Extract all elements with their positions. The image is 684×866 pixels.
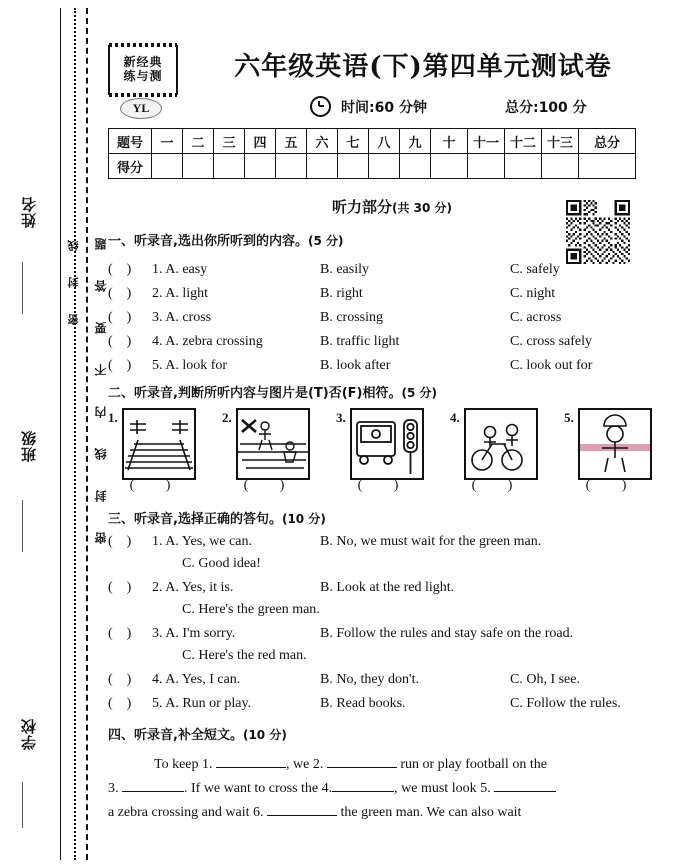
seal-line-dashed	[86, 8, 88, 860]
option-a[interactable]: A. I'm sorry.	[165, 626, 236, 641]
cloze-line-1	[108, 754, 684, 773]
score-col-13: 十三	[542, 129, 579, 154]
cloze-blank-5[interactable]	[494, 778, 556, 792]
score-col-3: 三	[214, 129, 245, 154]
score-col-6: 六	[307, 129, 338, 154]
cloze-blank-6[interactable]	[267, 802, 337, 816]
option-a[interactable]: A. Run or play.	[165, 696, 252, 711]
option-a[interactable]: A. Yes, I can.	[165, 672, 241, 687]
option-c[interactable]: C. Here's the red man.	[182, 648, 307, 663]
score-col-9: 九	[400, 129, 431, 154]
question-1-5[interactable]	[108, 358, 684, 374]
student-class-rule	[22, 500, 24, 552]
option-c[interactable]: C. Follow the rules.	[510, 696, 621, 711]
seal-dots-label: 密封线	[67, 214, 80, 325]
exercise-4-heading	[108, 724, 287, 743]
exercise-4-points: (10 分)	[242, 728, 287, 742]
exercise-1-title: 一、听录音,选出你所听到的内容。	[108, 234, 308, 249]
score-cell-8[interactable]	[369, 154, 400, 179]
question-3-4[interactable]	[108, 672, 684, 688]
option-a[interactable]: A. Yes, we can.	[165, 534, 252, 549]
exercise-3-heading	[108, 508, 326, 527]
picture-number: 4.	[450, 410, 460, 425]
cloze-text: run or play football on the	[400, 757, 547, 772]
cloze-text: the green man. We can also wait	[340, 805, 522, 820]
score-cell-3[interactable]	[214, 154, 245, 179]
score-col-11: 十一	[468, 129, 505, 154]
question-number: 3.	[152, 310, 163, 325]
section-banner-title: 听力部分	[331, 198, 392, 216]
seal-line-solid	[60, 8, 61, 860]
cloze-line-2	[108, 778, 684, 797]
exercise-2-heading	[108, 382, 437, 401]
answer-paren[interactable]: ( )	[357, 478, 413, 493]
score-table	[108, 128, 636, 179]
answer-paren[interactable]: ( )	[243, 478, 299, 493]
cloze-text: To keep 1.	[154, 757, 213, 772]
exercise-3-title: 三、听录音,选择正确的答句。	[108, 512, 282, 527]
time-limit-label: 时间:60 分钟	[341, 99, 427, 116]
option-a[interactable]: A. easy	[165, 262, 208, 277]
score-col-7: 七	[338, 129, 369, 154]
edition-badge: YL	[120, 98, 162, 119]
question-number: 1.	[152, 534, 163, 549]
question-number: 4.	[152, 334, 163, 349]
option-b[interactable]: B. No, they don't.	[320, 672, 419, 687]
question-number: 5.	[152, 696, 163, 711]
question-3-1[interactable]	[108, 534, 684, 550]
question-number: 2.	[152, 580, 163, 595]
option-a[interactable]: A. light	[165, 286, 209, 301]
answer-paren[interactable]: ( )	[129, 478, 185, 493]
answer-paren[interactable]: ( )	[108, 626, 132, 641]
cloze-text: , we must look 5.	[394, 781, 491, 796]
score-col-10: 十	[431, 129, 468, 154]
question-3-2[interactable]	[108, 580, 684, 596]
score-col-8: 八	[369, 129, 400, 154]
question-3-5[interactable]	[108, 696, 684, 712]
seal-line-dotted	[74, 8, 76, 860]
score-cell-10[interactable]	[431, 154, 468, 179]
cloze-blank-1[interactable]	[216, 754, 286, 768]
question-number: 4.	[152, 672, 163, 687]
no-playing-on-road-picture	[236, 408, 310, 480]
exam-meta	[188, 96, 658, 117]
exercise-1-heading	[108, 230, 343, 249]
picture-number: 2.	[222, 410, 232, 425]
answer-paren[interactable]: ( )	[108, 334, 132, 349]
section-banner-points: (共 30 分)	[391, 201, 453, 215]
answer-paren[interactable]: ( )	[108, 358, 132, 373]
cloze-text: a zebra crossing and wait 6.	[108, 805, 264, 820]
option-c[interactable]: C. look out for	[510, 358, 593, 373]
option-c[interactable]: C. Oh, I see.	[510, 672, 580, 687]
score-cell-12[interactable]	[505, 154, 542, 179]
option-a[interactable]: A. zebra crossing	[165, 334, 263, 349]
score-col-5: 五	[276, 129, 307, 154]
question-3-3-c[interactable]	[108, 648, 684, 664]
publisher-stamp	[108, 45, 178, 95]
score-cell-1[interactable]	[152, 154, 183, 179]
score-cell-total[interactable]	[579, 154, 636, 179]
score-cell-4[interactable]	[245, 154, 276, 179]
student-school-rule	[22, 782, 24, 828]
picture-number: 5.	[564, 410, 574, 425]
score-cell-2[interactable]	[183, 154, 214, 179]
page-title: 六年级英语(下)第四单元测试卷	[234, 52, 612, 82]
score-table-row-label: 题号	[109, 129, 152, 154]
answer-paren[interactable]: ( )	[108, 286, 132, 301]
total-score-label: 总分:100 分	[504, 99, 587, 116]
picture-number: 3.	[336, 410, 346, 425]
score-table-row-label-2: 得分	[109, 154, 152, 179]
cloze-text: . If we want to cross the 4.	[184, 781, 333, 796]
student-name-label: 姓名	[20, 196, 38, 228]
exercise-2-title: 二、听录音,判断所听内容与图片是(T)否(F)相符。	[108, 386, 402, 401]
sealing-margin	[0, 0, 108, 866]
exercise-4-title: 四、听录音,补全短文。	[108, 728, 243, 743]
stamp-line-1: 新经典	[123, 55, 163, 70]
answer-paren[interactable]: ( )	[585, 478, 641, 493]
option-b[interactable]: B. look after	[320, 358, 391, 373]
question-number: 5.	[152, 358, 163, 373]
answer-paren[interactable]: ( )	[108, 696, 132, 711]
question-3-1-c[interactable]	[108, 556, 684, 572]
answer-paren[interactable]: ( )	[108, 580, 132, 595]
exercise-2-points: (5 分)	[401, 386, 437, 400]
score-cell-9[interactable]	[400, 154, 431, 179]
option-a[interactable]: A. look for	[165, 358, 228, 373]
cloze-text: 3.	[108, 781, 119, 796]
student-school-label: 学校	[20, 718, 38, 750]
exercise-1-points: (5 分)	[307, 234, 344, 248]
score-col-1: 一	[152, 129, 183, 154]
student-class-label: 班级	[20, 430, 38, 462]
exercise-3-points: (10 分)	[281, 512, 326, 526]
main-content	[100, 0, 684, 866]
cloze-blank-4[interactable]	[332, 778, 394, 792]
question-number: 3.	[152, 626, 163, 641]
score-cell-7[interactable]	[338, 154, 369, 179]
cloze-blank-2[interactable]	[327, 754, 397, 768]
table-row-header	[109, 129, 636, 154]
score-col-12: 十二	[505, 129, 542, 154]
option-b[interactable]: B. traffic light	[320, 334, 400, 349]
bus-and-traffic-light-picture	[350, 408, 424, 480]
question-number: 2.	[152, 286, 163, 301]
question-number: 1.	[152, 262, 163, 277]
question-1-4[interactable]	[108, 334, 684, 350]
children-riding-bikes-picture	[464, 408, 538, 480]
option-b[interactable]: B. No, we must wait for the green man.	[320, 534, 542, 549]
option-a[interactable]: A. cross	[165, 310, 212, 325]
answer-paren[interactable]: ( )	[108, 534, 132, 549]
score-cell-5[interactable]	[276, 154, 307, 179]
question-3-2-c[interactable]	[108, 602, 684, 618]
cloze-line-3	[108, 802, 684, 821]
option-b[interactable]: B. Follow the rules and stay safe on the road.	[320, 626, 574, 641]
answer-paren[interactable]: ( )	[108, 310, 132, 325]
answer-paren[interactable]: ( )	[108, 672, 132, 687]
option-b[interactable]: B. easily	[320, 262, 369, 277]
answer-paren[interactable]: ( )	[108, 262, 132, 277]
option-b[interactable]: B. Look at the red light.	[320, 580, 455, 595]
option-b[interactable]: B. right	[320, 286, 363, 301]
option-c[interactable]: C. Here's the green man.	[182, 602, 320, 617]
score-cell-11[interactable]	[468, 154, 505, 179]
picture-row	[108, 408, 684, 504]
score-col-total: 总分	[579, 129, 636, 154]
table-row-scores	[109, 154, 636, 179]
seal-warning-label: 密封线内不要答题	[94, 208, 108, 544]
picture-number: 1.	[108, 410, 118, 425]
zebra-crossing-picture	[122, 408, 196, 480]
answer-paren[interactable]: ( )	[471, 478, 527, 493]
cloze-blank-3[interactable]	[122, 778, 184, 792]
girl-with-helmet-picture	[578, 408, 652, 480]
option-b[interactable]: B. crossing	[320, 310, 383, 325]
cloze-text: , we 2.	[286, 757, 324, 772]
option-c[interactable]: C. night	[510, 286, 556, 301]
option-c[interactable]: C. safely	[510, 262, 560, 277]
option-c[interactable]: C. across	[510, 310, 562, 325]
option-b[interactable]: B. Read books.	[320, 696, 406, 711]
score-cell-13[interactable]	[542, 154, 579, 179]
option-c[interactable]: C. cross safely	[510, 334, 593, 349]
clock-icon	[310, 96, 331, 117]
student-name-rule	[22, 262, 24, 314]
stamp-line-2: 练与测	[123, 69, 163, 83]
option-a[interactable]: A. Yes, it is.	[165, 580, 234, 595]
score-cell-6[interactable]	[307, 154, 338, 179]
qr-code-icon[interactable]	[566, 200, 630, 264]
question-1-1[interactable]	[108, 262, 684, 278]
option-c[interactable]: C. Good idea!	[182, 556, 261, 571]
question-3-3[interactable]	[108, 626, 684, 642]
score-col-2: 二	[183, 129, 214, 154]
score-col-4: 四	[245, 129, 276, 154]
question-1-3[interactable]	[108, 310, 684, 326]
question-1-2[interactable]	[108, 286, 684, 302]
